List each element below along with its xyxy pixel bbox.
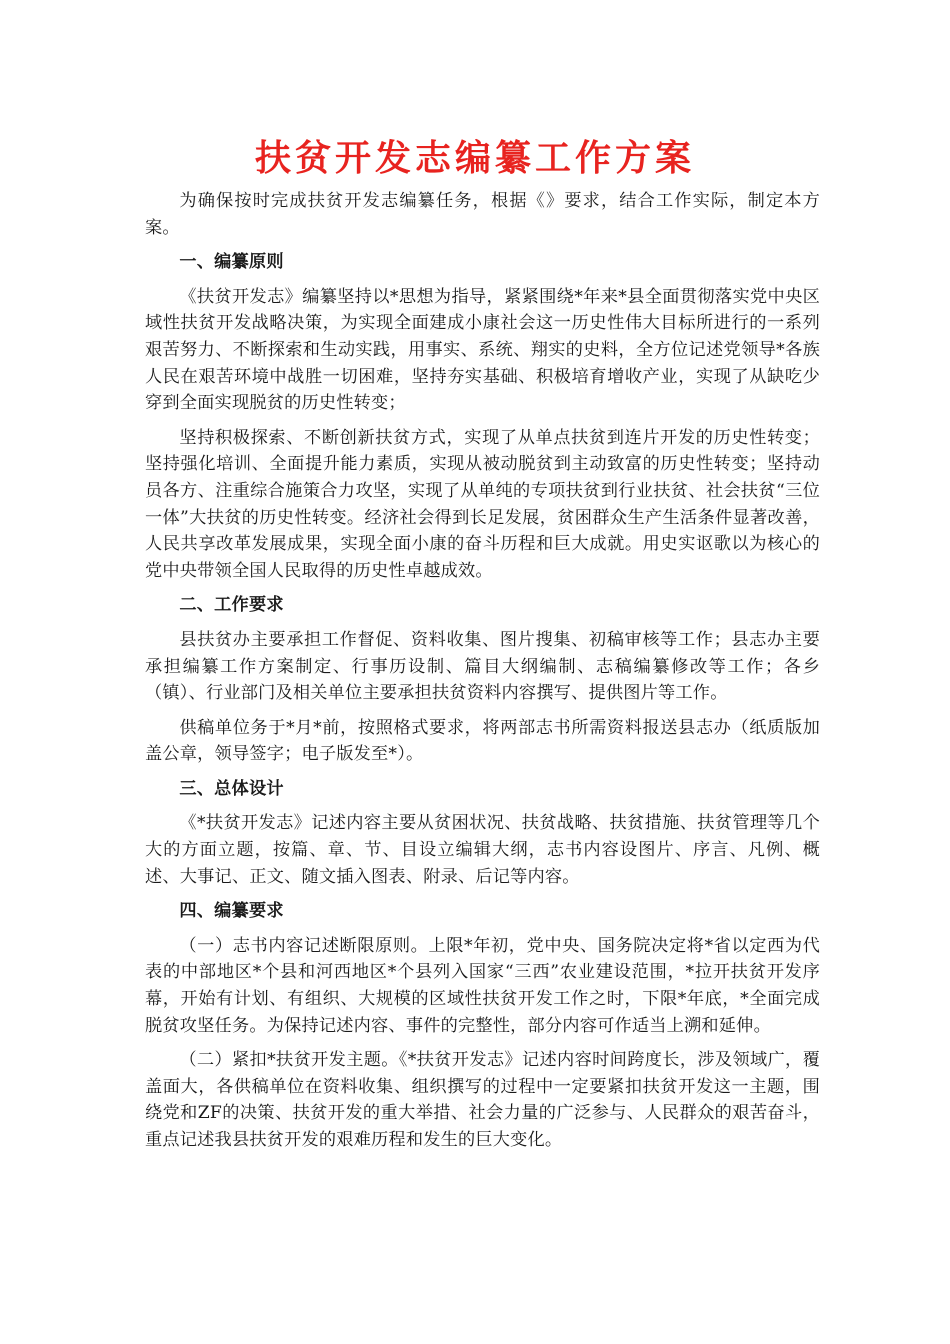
document-title: 扶贫开发志编纂工作方案 <box>254 137 695 179</box>
section-heading-work-requirements: 二、工作要求 <box>179 595 284 616</box>
paragraph: 县扶贫办主要承担工作督促、资料收集、图片搜集、初稿审核等工作；县志办主要承担编纂工作方案制定、行事历设制、篇目大纲编制、志稿编纂修改等工作；各乡（镇）、行业部门及相关单位主要承担扶贫资料内容撰写、提供图片等工作。 <box>145 629 820 704</box>
section-heading-principles: 一、编纂原则 <box>179 252 284 273</box>
section-heading-compilation-requirements: 四、编纂要求 <box>179 901 284 922</box>
section-heading-overall-design: 三、总体设计 <box>179 778 284 799</box>
intro-paragraph: 为确保按时完成扶贫开发志编纂任务，根据《》要求，结合工作实际，制定本方案。 <box>145 191 820 238</box>
paragraph: （一）志书内容记述断限原则。上限*年初，党中央、国务院决定将*省以定西为代表的中部地区*个县和河西地区*个县列入国家“三西”农业建设范围，*拉开扶贫开发序幕，开始有计划、有组织、大规模的区域性扶贫开发工作之时，下限*年底，*全面完成脱贫攻坚任务。为保持记述内容、事件的完整性，部分内容可作适当上溯和延伸。 <box>145 935 820 1036</box>
paragraph: 供稿单位务于*月*前，按照格式要求，将两部志书所需资料报送县志办（纸质版加盖公章，领导签字；电子版发至*）。 <box>145 717 820 765</box>
paragraph: （二）紧扣*扶贫开发主题。《*扶贫开发志》记述内容时间跨度长，涉及领域广，覆盖面大，各供稿单位在资料收集、组织撰写的过程中一定要紧扣扶贫开发这一主题，围绕党和ZF的决策、扶贫开发的重大举措、社会力量的广泛参与、人民群众的艰苦奋斗，重点记述我县扶贫开发的艰难历程和发生的巨大变化。 <box>145 1050 820 1150</box>
paragraph: 《扶贫开发志》编纂坚持以*思想为指导，紧紧围绕*年来*县全面贯彻落实党中央区域性扶贫开发战略决策，为实现全面建成小康社会这一历史性伟大目标所进行的一系列艰苦努力、不断探索和生动实践，用事实、系统、翔实的史料，全方位记述党领导*各族人民在艰苦环境中战胜一切困难，坚持夯实基础、积极培育增收产业，实现了从缺吃少穿到全面实现脱贫的历史性转变； <box>145 286 820 414</box>
paragraph: 坚持积极探索、不断创新扶贫方式，实现了从单点扶贫到连片开发的历史性转变；坚持强化培训、全面提升能力素质，实现从被动脱贫到主动致富的历史性转变；坚持动员各方、注重综合施策合力攻坚，实现了从单纯的专项扶贫到行业扶贫、社会扶贫“三位一体”大扶贫的历史性转变。经济社会得到长足发展，贫困群众生产生活条件显著改善，人民共享改革发展成果，实现全面小康的奋斗历程和巨大成就。用史实讴歌以为核心的党中央带领全国人民取得的历史性卓越成效。 <box>145 427 820 581</box>
document-body <box>145 188 820 1162</box>
paragraph: 《*扶贫开发志》记述内容主要从贫困状况、扶贫战略、扶贫措施、扶贫管理等几个大的方面立题，按篇、章、节、目设立编辑大纲，志书内容设图片、序言、凡例、概述、大事记、正文、随文插入图表、附录、后记等内容。 <box>145 813 820 887</box>
